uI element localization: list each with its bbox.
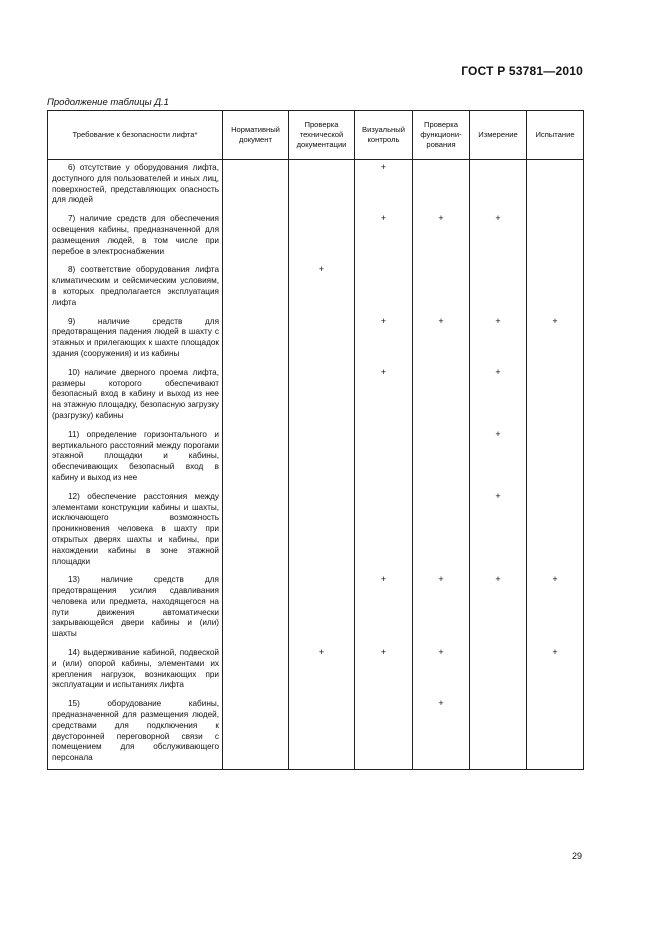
mark-cell	[527, 645, 584, 696]
check-mark	[470, 696, 526, 698]
mark-cell	[223, 262, 289, 313]
check-mark	[289, 427, 354, 429]
requirements-table	[47, 110, 584, 770]
check-mark	[223, 489, 288, 491]
mark-cell	[355, 160, 413, 212]
check-mark	[223, 365, 288, 367]
page-number: 29	[572, 851, 583, 861]
check-mark	[527, 365, 583, 367]
mark-cell	[470, 160, 527, 212]
check-mark	[289, 489, 354, 491]
check-mark	[289, 314, 354, 316]
requirement-cell	[48, 314, 223, 365]
check-mark	[413, 262, 469, 264]
mark-cell	[413, 211, 470, 262]
col-header-normative-doc: Нормативный документ	[223, 111, 289, 160]
check-mark	[355, 489, 412, 491]
mark-cell	[223, 365, 289, 427]
check-mark	[355, 696, 412, 698]
mark-cell	[355, 572, 413, 645]
table-header-row	[48, 111, 584, 160]
mark-cell	[527, 211, 584, 262]
mark-cell	[223, 572, 289, 645]
requirement-cell	[48, 160, 223, 212]
mark-cell	[223, 314, 289, 365]
mark-cell	[355, 645, 413, 696]
mark-cell	[289, 365, 355, 427]
check-mark	[223, 427, 288, 429]
check-mark	[223, 262, 288, 264]
requirement-text: 14) выдерживание кабиной, подвеской и (или) опорой кабины, элементами их крепления нагрузок, возникающих при эксплуатации и испытаниях лифта	[52, 648, 219, 690]
requirement-text: 7) наличие средств для обеспечения освещения кабины, предназначенной для размещения людей, в том числе при перебое в электроснабжении	[52, 214, 219, 256]
check-mark: +	[495, 574, 501, 585]
mark-cell	[223, 489, 289, 573]
check-mark	[413, 427, 469, 429]
check-mark: +	[438, 698, 444, 709]
mark-cell	[527, 696, 584, 769]
col-header-visual-control: Визуальный контроль	[355, 111, 413, 160]
mark-cell	[223, 427, 289, 489]
check-mark: +	[380, 647, 387, 658]
table-row	[48, 427, 584, 489]
mark-cell	[527, 365, 584, 427]
mark-cell	[355, 696, 413, 769]
mark-cell	[527, 160, 584, 212]
check-mark: +	[438, 213, 444, 224]
mark-cell	[413, 489, 470, 573]
requirement-text: 11) определение горизонтального и вертикального расстояний между порогами этажной площадки и кабины, обеспечивающих безопасный вход в кабину и выход из нее	[52, 429, 219, 482]
col-header-measurement: Измерение	[470, 111, 527, 160]
check-mark	[527, 160, 583, 162]
requirement-cell	[48, 572, 223, 645]
table-row	[48, 365, 584, 427]
check-mark	[223, 211, 288, 213]
requirement-cell	[48, 211, 223, 262]
mark-cell	[289, 262, 355, 313]
mark-cell	[470, 211, 527, 262]
check-mark	[223, 314, 288, 316]
mark-cell	[470, 314, 527, 365]
requirement-text: 12) обеспечение расстояния между элементами конструкции кабины и шахты, исключающего возможность проникновения человека в шахту при открытых дверях шахты и кабины, при нахождении кабины в зоне этажной площадки	[52, 491, 219, 566]
mark-cell	[223, 160, 289, 212]
check-mark: +	[380, 574, 387, 585]
requirement-text: 9) наличие средств для предотвращения падения людей в шахту с этажных и прилегающих к шахте площадок здания (сооружения) и из кабины	[52, 316, 219, 358]
mark-cell	[289, 211, 355, 262]
requirement-text: 13) наличие средств для предотвращения усилия сдавливания человека или предмета, находящегося на пути движения автоматически закрывающейся двери кабины и (или) шахты	[52, 575, 219, 639]
check-mark	[223, 645, 288, 647]
check-mark: +	[380, 315, 387, 326]
mark-cell	[470, 696, 527, 769]
check-mark: +	[552, 315, 558, 326]
check-mark: +	[438, 315, 444, 326]
mark-cell	[355, 427, 413, 489]
mark-cell	[289, 645, 355, 696]
check-mark	[527, 489, 583, 491]
check-mark	[289, 572, 354, 574]
check-mark: +	[495, 428, 501, 439]
col-header-testing: Испытание	[527, 111, 584, 160]
check-mark: +	[380, 213, 387, 224]
table-row	[48, 696, 584, 769]
check-mark: +	[552, 647, 558, 658]
table-row	[48, 211, 584, 262]
mark-cell	[355, 489, 413, 573]
col-header-doc-check: Проверка технической документации	[289, 111, 355, 160]
check-mark	[413, 365, 469, 367]
mark-cell	[355, 211, 413, 262]
table-row	[48, 645, 584, 696]
check-mark	[355, 427, 412, 429]
mark-cell	[413, 160, 470, 212]
mark-cell	[413, 365, 470, 427]
check-mark	[527, 211, 583, 213]
mark-cell	[289, 489, 355, 573]
check-mark: +	[438, 647, 444, 658]
check-mark	[527, 696, 583, 698]
requirement-cell	[48, 365, 223, 427]
check-mark: +	[495, 366, 501, 377]
check-mark	[470, 160, 526, 162]
col-header-requirement: Требование к безопасности лифта*	[48, 111, 223, 160]
mark-cell	[289, 160, 355, 212]
mark-cell	[470, 365, 527, 427]
mark-cell	[223, 696, 289, 769]
requirement-text: 8) соответствие оборудования лифта климатическим и сейсмическим условиям, в которых предполагается эксплуатация лифта	[52, 265, 219, 307]
mark-cell	[289, 427, 355, 489]
mark-cell	[470, 262, 527, 313]
check-mark	[289, 160, 354, 162]
mark-cell	[527, 427, 584, 489]
mark-cell	[527, 262, 584, 313]
check-mark: +	[495, 213, 501, 224]
mark-cell	[413, 427, 470, 489]
check-mark	[527, 427, 583, 429]
mark-cell	[223, 645, 289, 696]
check-mark	[289, 365, 354, 367]
mark-cell	[527, 314, 584, 365]
check-mark: +	[438, 574, 444, 585]
mark-cell	[355, 365, 413, 427]
mark-cell	[223, 211, 289, 262]
check-mark	[413, 489, 469, 491]
check-mark	[223, 696, 288, 698]
mark-cell	[413, 572, 470, 645]
check-mark	[470, 262, 526, 264]
check-mark	[289, 696, 354, 698]
check-mark	[223, 160, 288, 162]
check-mark: +	[552, 574, 558, 585]
requirement-text: 6) отсутствие у оборудования лифта, доступного для пользователей и иных лиц, поверхностей, представляющих опасность для людей	[52, 163, 219, 205]
check-mark	[223, 572, 288, 574]
mark-cell	[289, 572, 355, 645]
requirement-cell	[48, 696, 223, 769]
requirement-cell	[48, 489, 223, 573]
table-row	[48, 262, 584, 313]
table-row	[48, 160, 584, 212]
mark-cell	[470, 489, 527, 573]
check-mark: +	[495, 315, 501, 326]
col-header-function-check: Проверка функциони-рования	[413, 111, 470, 160]
requirement-cell	[48, 262, 223, 313]
requirement-cell	[48, 427, 223, 489]
table-caption: Продолжение таблицы Д.1	[47, 97, 169, 108]
mark-cell	[413, 645, 470, 696]
check-mark	[355, 262, 412, 264]
check-mark: +	[380, 162, 387, 172]
mark-cell	[413, 696, 470, 769]
mark-cell	[355, 262, 413, 313]
mark-cell	[470, 645, 527, 696]
mark-cell	[289, 314, 355, 365]
requirement-text: 10) наличие дверного проема лифта, размеры которого обеспечивают безопасный вход в кабину и выход из нее на этажную площадку, безопасную загрузку (разгрузку) кабины	[52, 367, 219, 420]
table-row	[48, 314, 584, 365]
mark-cell	[527, 572, 584, 645]
check-mark: +	[318, 647, 325, 658]
check-mark	[413, 160, 469, 162]
mark-cell	[355, 314, 413, 365]
mark-cell	[413, 314, 470, 365]
mark-cell	[413, 262, 470, 313]
mark-cell	[527, 489, 584, 573]
check-mark: +	[380, 366, 387, 377]
table-row	[48, 489, 584, 573]
mark-cell	[289, 696, 355, 769]
check-mark: +	[318, 264, 325, 275]
table-row	[48, 572, 584, 645]
standard-designation: ГОСТ Р 53781—2010	[461, 64, 583, 78]
requirement-cell	[48, 645, 223, 696]
requirement-text: 15) оборудование кабины, предназначенной для размещения людей, средствами для подключения к двусторонней переговорной связи с помещением для обслуживающего персонала	[52, 699, 219, 763]
check-mark: +	[495, 490, 501, 501]
mark-cell	[470, 572, 527, 645]
mark-cell	[470, 427, 527, 489]
check-mark	[470, 645, 526, 647]
check-mark	[527, 262, 583, 264]
check-mark	[289, 211, 354, 213]
